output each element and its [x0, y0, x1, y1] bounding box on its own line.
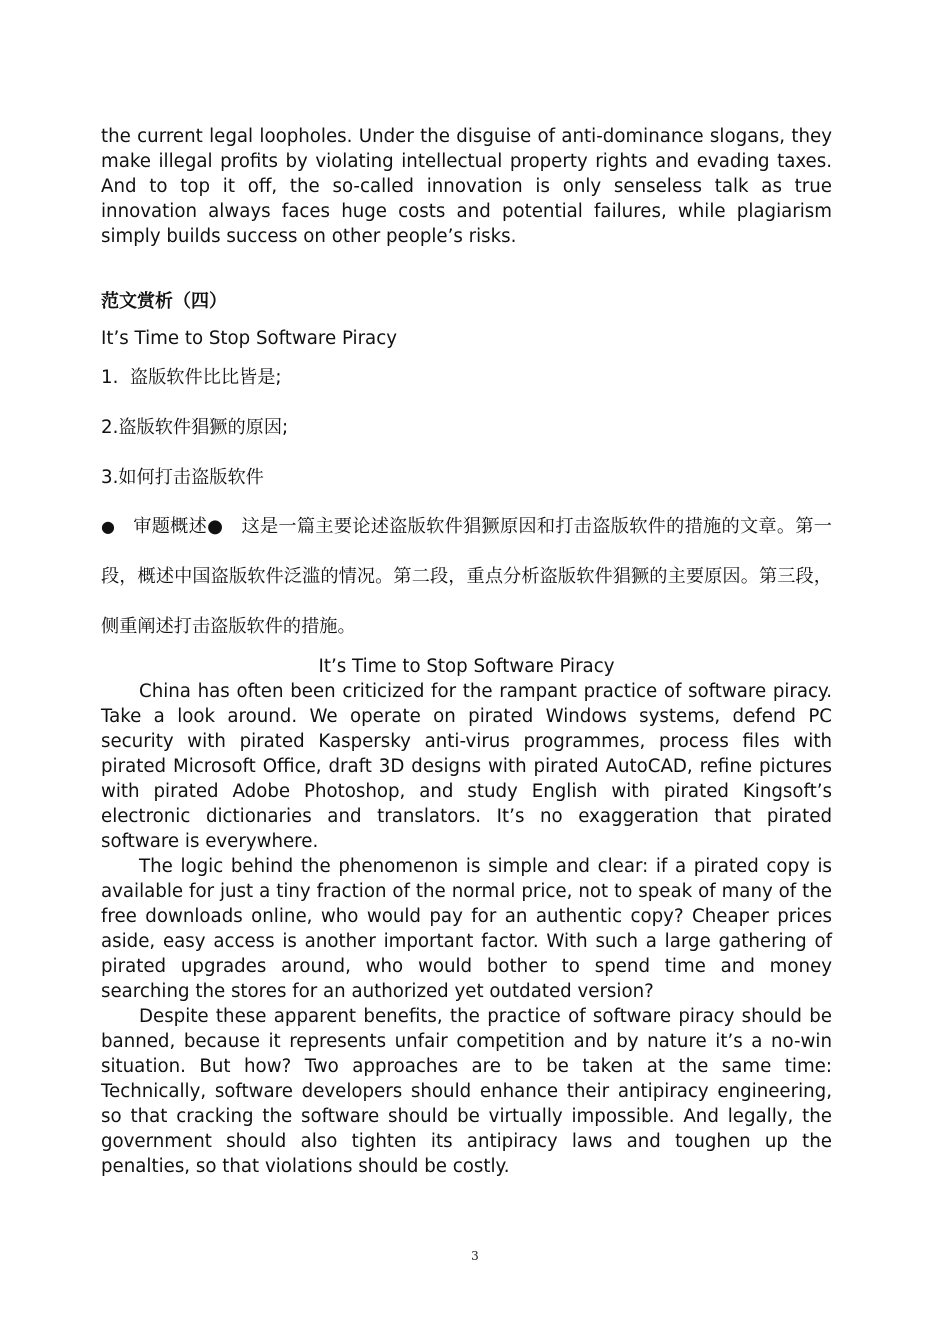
spacer	[101, 314, 832, 326]
bullet-icon: ●	[101, 517, 116, 536]
spacer	[101, 390, 832, 415]
essay-paragraph-3: Despite these apparent benefits, the practice of software piracy should be banned, because it represents unfair competition and by nature it’s a no-win situation. But how? Two approaches are to be taken at the same time: Technically, software developers should enhance their antipiracy engineering, so that cracking the software should be virtually impossible. And legally, the government should also tighten its antipiracy laws and toughen up the penalties, so that violations should be costly.	[101, 1006, 832, 1177]
outline-item-3: 3.如何打击盗版软件	[101, 467, 264, 488]
page-number: 3	[471, 1249, 479, 1263]
summary-paragraph	[101, 502, 832, 652]
section-subtitle: It’s Time to Stop Software Piracy	[101, 328, 397, 349]
outline-item-2: 2.盗版软件猖獗的原因;	[101, 417, 289, 438]
summary-text: 这是一篇主要论述盗版软件猖獗原因和打击盗版软件的措施的文章。第一段，概述中国盗版软件泛滥的情况。第二段，重点分析盗版软件猖獗的主要原因。第三段，侧重阐述打击盗版软件的措施。	[101, 516, 832, 637]
outline-item-1: 1. 盗版软件比比皆是;	[101, 367, 282, 388]
spacer	[101, 490, 832, 502]
essay-paragraph-1: China has often been criticized for the rampant practice of software piracy. Take a look around. We operate on pirated Windows systems, defend PC security with pirated Kaspersky anti-virus programmes, process files with pirated Microsoft Office, draft 3D designs with pirated AutoCAD, refine pictures with pirated Adobe Photoshop, and study English with pirated Kingsoft’s electronic dictionaries and translators. It’s no exaggeration that pirated software is everywhere.	[101, 681, 832, 852]
essay-title: It’s Time to Stop Software Piracy	[318, 656, 615, 677]
intro-paragraph: the current legal loopholes. Under the disguise of anti-dominance slogans, they make illegal profits by violating intellectual property rights and evading taxes. And to top it off, the so-called innovation is only senseless talk as true innovation always faces huge costs and potential failures, while plagiarism simply builds success on other people’s risks.	[101, 126, 832, 247]
spacer	[101, 440, 832, 465]
essay-paragraph-2: The logic behind the phenomenon is simple and clear: if a pirated copy is available for just a tiny fraction of the normal price, not to speak of many of the free downloads online, who would pay for an authentic copy? Cheaper prices aside, easy access is another important factor. With such a large gathering of pirated upgrades around, who would bother to spend time and money searching the stores for an authorized yet outdated version?	[101, 856, 832, 1002]
summary-label: 审题概述●	[133, 516, 224, 537]
page-content	[101, 124, 832, 1179]
spacer	[101, 249, 832, 289]
spacer	[101, 351, 832, 365]
section-heading: 范文赏析（四）	[101, 291, 227, 312]
